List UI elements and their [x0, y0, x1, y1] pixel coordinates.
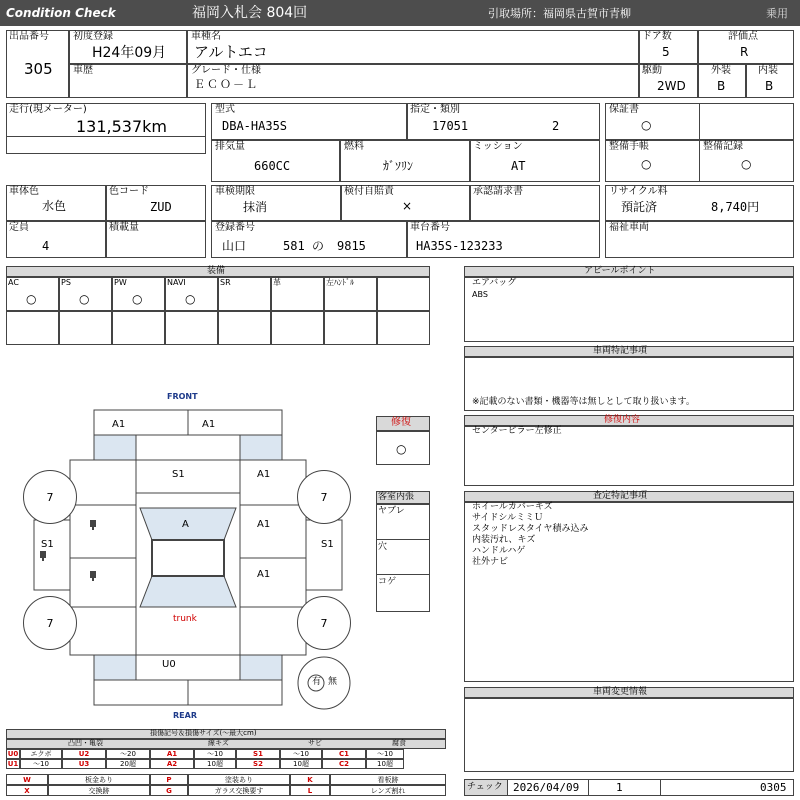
- legend-group-corrosion: 腐食: [392, 739, 406, 747]
- equipment-name: SR: [220, 278, 231, 287]
- tire-rear-left-value: 7: [46, 616, 54, 630]
- spare-tire-none: 無: [328, 677, 338, 687]
- exterior-value: B: [717, 79, 726, 93]
- tire-front-left-value: 7: [46, 490, 54, 504]
- equipment-blank-cell: [6, 311, 59, 345]
- sheet-title: Condition Check: [6, 6, 116, 20]
- drive-label: 駆動: [642, 65, 662, 76]
- special-title: 車両特記事項: [593, 346, 648, 356]
- history-label: 車歴: [73, 65, 93, 76]
- interior-value: B: [765, 79, 774, 93]
- legend-desc: 塗装あり: [188, 774, 290, 785]
- legend-desc: 10超: [280, 759, 322, 769]
- check-split-1: [588, 779, 589, 796]
- legend-code: U3: [62, 759, 106, 769]
- warranty-label: 保証書: [609, 104, 639, 115]
- legend-desc: エクボ: [20, 749, 62, 759]
- equipment-blank-cell: [165, 311, 218, 345]
- legend-group-scratch: 線キズ: [208, 739, 229, 747]
- capacity-value: 4: [42, 239, 50, 253]
- manual-label: 整備手帳: [609, 141, 649, 152]
- damage-right-mid: A1: [257, 519, 271, 530]
- color-code-label: 色コード: [109, 186, 149, 197]
- legend-code: S2: [236, 759, 280, 769]
- legend-desc: ～10: [280, 749, 322, 759]
- chassis-value: HA35S-123233: [416, 239, 503, 253]
- equipment-name: PS: [61, 278, 71, 287]
- legend-desc: ～10: [20, 759, 62, 769]
- equipment-value: ○: [26, 292, 37, 306]
- legend-desc: ～10: [366, 749, 404, 759]
- cabin-item-hole: 穴: [378, 542, 388, 552]
- model-value: DBA-HA35S: [222, 119, 288, 133]
- lot-number: 305: [24, 60, 53, 78]
- damage-right-side: S1: [321, 539, 334, 550]
- color-value: 水色: [42, 199, 67, 213]
- load-label: 積載量: [109, 222, 139, 233]
- fuel-value: ｶﾞｿﾘﾝ: [383, 159, 414, 173]
- legend-desc: ～10: [194, 749, 236, 759]
- tire-front-left: [23, 470, 77, 524]
- legend-code: U1: [7, 760, 19, 768]
- equipment-name: 革: [273, 278, 281, 287]
- doors-value: 5: [662, 45, 670, 59]
- legend-code: L: [290, 785, 330, 796]
- first-reg-value: H24年09月: [92, 45, 167, 61]
- legend-desc: 10超: [366, 759, 404, 769]
- pickup-location: 引取場所：福岡県古賀市青柳: [488, 7, 631, 20]
- legend-code: S1: [236, 749, 280, 759]
- cabin-divider-2: [376, 574, 430, 575]
- insurance-value: ×: [402, 199, 413, 213]
- car-name-label: 車種名: [191, 31, 221, 42]
- legend-desc: 板金あり: [48, 774, 150, 785]
- recycle-label: リサイクル料: [609, 186, 668, 197]
- grade-label: グレード・仕様: [191, 65, 261, 76]
- equipment-blank-cell: [59, 311, 112, 345]
- inspection-value: 抹消: [243, 200, 268, 214]
- displacement-value: 660CC: [254, 159, 291, 173]
- capacity-label: 定員: [9, 222, 29, 233]
- check-num: 1: [616, 781, 623, 794]
- remarks-line-3: スタッドレスタイヤ積み込み: [472, 524, 589, 534]
- appeal-title: アピールポイント: [584, 266, 656, 276]
- designation-value-1: 17051: [432, 119, 469, 133]
- tire-front-right-value: 7: [320, 490, 328, 504]
- legend-desc: 20超: [106, 759, 150, 769]
- legend-desc: レンズ割れ: [330, 785, 446, 796]
- equipment-cell: [377, 277, 430, 311]
- warranty-value: ○: [641, 118, 652, 132]
- legend-desc: 看板跡: [330, 774, 446, 785]
- plate-number: 9815: [337, 239, 366, 253]
- car-diagram: [0, 400, 376, 715]
- change-body: [464, 698, 794, 772]
- legend-code: A1: [150, 749, 194, 759]
- equipment-blank-cell: [377, 311, 430, 345]
- tire-rear-left: [23, 596, 77, 650]
- inspection-label: 車検期限: [215, 186, 255, 197]
- legend-desc: ～20: [106, 749, 150, 759]
- legend-code: C2: [322, 759, 366, 769]
- cabin-title: 客室内張: [378, 492, 415, 502]
- equipment-name: AC: [8, 278, 19, 287]
- equipment-name: PW: [114, 278, 127, 287]
- remarks-title: 査定特記事項: [593, 491, 648, 501]
- lot-label: 出品番号: [9, 31, 49, 42]
- damage-front-right: A1: [202, 419, 216, 430]
- color-code-value: ZUD: [150, 200, 172, 214]
- repair-detail-text: センターピラー左修正: [472, 426, 562, 436]
- color-label: 車体色: [9, 186, 39, 197]
- chassis-label: 車台番号: [410, 222, 450, 233]
- auction-name: 福岡入札会 804回: [192, 5, 308, 21]
- legend-desc: 10超: [194, 759, 236, 769]
- remarks-line-5: ハンドルハゲ: [472, 546, 526, 556]
- approval-label: 承認請求書: [473, 186, 523, 197]
- remarks-line-4: 内装汚れ、キズ: [472, 535, 536, 545]
- equipment-name: 左ﾊﾝﾄﾞﾙ: [326, 278, 354, 287]
- equipment-blank-cell: [218, 311, 271, 345]
- special-note: ※記載のない書類・機器等は無しとして取り扱います。: [472, 397, 695, 407]
- mileage-value: 131,537km: [76, 117, 168, 136]
- appeal-line-2: ABS: [472, 290, 488, 299]
- service-record-value: ○: [741, 157, 752, 171]
- check-date: 2026/04/09: [513, 781, 580, 794]
- tire-rear-right-value: 7: [320, 616, 328, 630]
- legend-code: G: [150, 785, 188, 796]
- change-title: 車両変更情報: [593, 687, 648, 697]
- rating-label: 評価点: [728, 31, 758, 42]
- tire-rear-right: [297, 596, 351, 650]
- spare-tire-yes: 有: [312, 677, 322, 687]
- damage-rear-bottom: U0: [162, 659, 176, 670]
- model-label: 型式: [215, 104, 235, 115]
- vehicle-category: 乗用: [766, 7, 788, 20]
- legend-code: C1: [322, 749, 366, 759]
- header-bar: [0, 0, 800, 26]
- fuel-label: 燃料: [344, 141, 364, 152]
- cabin-divider-1: [376, 539, 430, 540]
- remarks-line-1: ホイールカバーキズ: [472, 502, 553, 512]
- service-record-label: 整備記録: [703, 141, 743, 152]
- legend-desc: 交換跡: [48, 785, 150, 796]
- legend-code: A2: [150, 759, 194, 769]
- repair-detail-title: 修復内容: [604, 415, 641, 425]
- warranty-split: [699, 103, 700, 140]
- check-split-2: [660, 779, 661, 796]
- damage-right-front: A1: [257, 469, 271, 480]
- legend-group-dent: 凸凹・亀裂: [68, 739, 103, 747]
- remarks-line-2: サイドシルミミＵ: [472, 513, 544, 523]
- legend-code: X: [6, 785, 48, 796]
- legend-code: K: [290, 774, 330, 785]
- legend-title: 損傷記号＆損傷サイズ(～最大cm): [150, 729, 257, 737]
- mileage-label: 走行(現メーター): [9, 104, 87, 115]
- designation-value-2: 2: [552, 119, 560, 133]
- damage-left-side: S1: [41, 539, 54, 550]
- equipment-blank-cell: [271, 311, 324, 345]
- insurance-label: 検付自賠責: [344, 186, 394, 197]
- equipment-title: 装備: [207, 266, 226, 276]
- legend-desc: ガラス交換要す: [188, 785, 290, 796]
- trunk-label: trunk: [173, 614, 197, 624]
- check-label: チェック: [467, 782, 503, 792]
- repair-value: ○: [396, 442, 407, 456]
- rear-label: REAR: [173, 711, 197, 720]
- welfare-label: 福祉車両: [609, 222, 649, 233]
- exterior-label: 外装: [711, 65, 731, 76]
- first-reg-label: 初度登録: [73, 31, 113, 42]
- legend-code: P: [150, 774, 188, 785]
- recycle-status: 預託済: [621, 200, 658, 214]
- plate-kana: の: [312, 239, 325, 253]
- equipment-blank-cell: [112, 311, 165, 345]
- cabin-body: [376, 504, 430, 612]
- equipment-value: ○: [185, 292, 196, 306]
- damage-front-left: A1: [112, 419, 126, 430]
- equipment-value: ○: [79, 292, 90, 306]
- mileage-divider: [6, 136, 206, 137]
- drive-value: 2WD: [657, 79, 686, 93]
- transmission-label: ミッション: [473, 141, 523, 152]
- appeal-line-1: エアバッグ: [472, 278, 517, 288]
- remarks-line-6: 社外ナビ: [472, 557, 509, 567]
- damage-roof: A: [182, 519, 189, 530]
- cabin-item-tear: ヤブレ: [378, 506, 405, 516]
- doors-label: ドア数: [642, 31, 672, 42]
- cabin-item-burn: コゲ: [378, 577, 397, 587]
- plate-region: 山口: [222, 239, 247, 253]
- car-name-value: アルトエコ: [194, 43, 268, 61]
- equipment-blank-cell: [324, 311, 377, 345]
- check-id: 0305: [760, 781, 787, 794]
- manual-value: ○: [641, 157, 652, 171]
- repair-title: 修復: [391, 417, 411, 428]
- transmission-value: AT: [511, 159, 526, 173]
- legend-code: W: [6, 774, 48, 785]
- equipment-name: NAVI: [167, 278, 186, 287]
- damage-roof-front: S1: [172, 469, 185, 480]
- grade-value: ＥＣＯ－Ｌ: [194, 78, 259, 91]
- tire-front-right: [297, 470, 351, 524]
- damage-right-rear: A1: [257, 569, 271, 580]
- legend-code: U2: [62, 749, 106, 759]
- legend-code: U0: [7, 750, 19, 758]
- designation-label: 指定・類別: [410, 104, 460, 115]
- rating-value: R: [740, 45, 749, 59]
- legend-group-rust: サビ: [308, 739, 322, 747]
- front-label: FRONT: [167, 392, 198, 401]
- interior-label: 内装: [758, 65, 778, 76]
- displacement-label: 排気量: [215, 141, 245, 152]
- recycle-amount: 8,740円: [711, 200, 760, 214]
- plate-label: 登録番号: [215, 222, 255, 233]
- equipment-value: ○: [132, 292, 143, 306]
- plate-class: 581: [283, 239, 305, 253]
